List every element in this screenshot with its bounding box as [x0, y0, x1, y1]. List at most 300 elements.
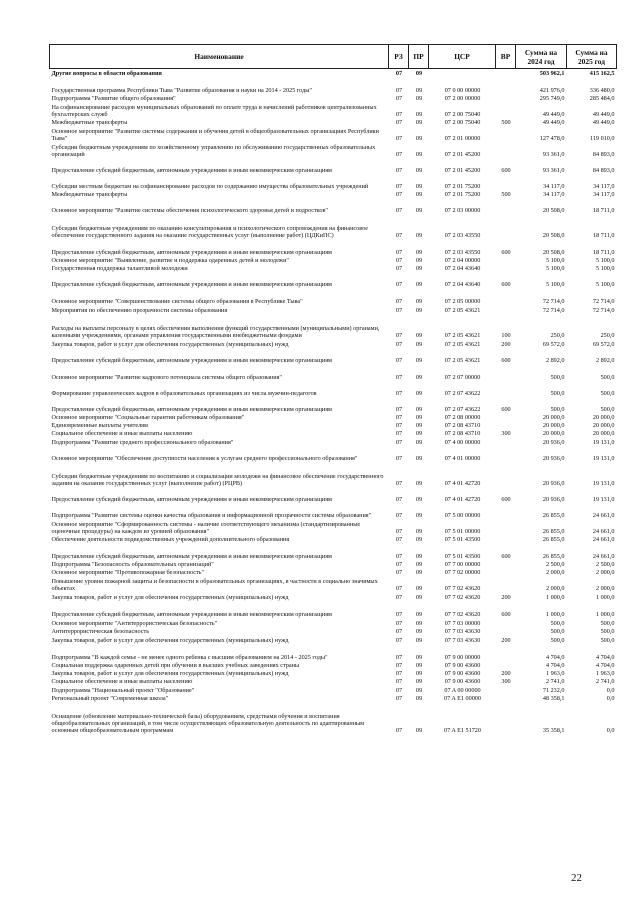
- row-vr: 300: [501, 429, 511, 437]
- row-pr: 09: [415, 69, 423, 77]
- row-rz: 07: [395, 661, 403, 669]
- row-pr: 09: [415, 694, 423, 702]
- row-sum-2024: 500,0: [550, 405, 565, 413]
- row-csr: 07 7 00 00000: [444, 560, 481, 568]
- row-name: Расходы на выплаты персоналу в целях обеспечения выполнения функций государственными (муниципальными) органами, казенными учреждениями, органами управления государственными внебюджетными фондами: [51, 324, 380, 339]
- row-csr: 07 4 01 00000: [444, 454, 481, 462]
- table-row: [50, 536, 617, 544]
- row-name: Субсидии бюджетным учреждениям по воспитанию и социализации молодежи на финансовое обеспечение государственного задания на оказание государственных услуг (выполнение работ) (РЦРВ): [51, 472, 384, 487]
- row-sum-2024: 2 741,0: [545, 677, 565, 685]
- row-sum-2025: 4 704,0: [595, 653, 615, 661]
- row-csr: 07 2 01 75200: [444, 190, 481, 198]
- row-sum-2025: 34 117,0: [593, 190, 615, 198]
- row-vr: [496, 365, 516, 382]
- row-name: Субсидии местным бюджетам на софинансирование расходов по содержанию имущества образовательных учреждений: [51, 182, 369, 190]
- row-sum-2024: 93 361,0: [542, 166, 565, 174]
- row-sum-2025: 20 000,0: [592, 413, 615, 421]
- row-name: Основное мероприятие "Выявление, развитие и поддержка одаренных детей и молодежи": [51, 256, 289, 264]
- row-rz: 07: [395, 535, 403, 543]
- row-rz: 07: [395, 429, 403, 437]
- row-sum-2024: 1 963,0: [545, 669, 565, 677]
- table-row: [50, 159, 617, 175]
- row-sum-2024: 26 855,0: [542, 552, 565, 560]
- row-csr: 07 2 01 00000: [444, 134, 481, 142]
- row-sum-2025: 4 704,0: [595, 661, 615, 669]
- row-sum-2025: 1 963,0: [595, 669, 615, 677]
- row-csr: 07 2 07 00000: [444, 373, 481, 381]
- row-csr: 07 2 01 75200: [444, 182, 481, 190]
- row-vr: 500: [501, 190, 511, 198]
- table-row: [50, 215, 617, 240]
- row-sum-2024: 48 358,1: [542, 694, 565, 702]
- row-csr: 07 7 03 43630: [444, 627, 481, 635]
- row-pr: 09: [415, 356, 423, 364]
- row-rz: 07: [395, 150, 403, 158]
- row-sum-2024: 34 117,0: [543, 190, 565, 198]
- row-name: Единовременные выплаты учителям: [51, 421, 148, 429]
- row-name: Основное мероприятие "Развитие системы обеспечения психологического здоровья детей и подростков": [51, 206, 328, 214]
- row-pr: 09: [415, 726, 423, 734]
- table-row: [50, 645, 617, 662]
- row-sum-2025: 2 500,0: [595, 560, 615, 568]
- row-sum-2025: 69 572,0: [592, 340, 615, 348]
- row-sum-2025: 500,0: [600, 405, 615, 413]
- row-sum-2024: 4 704,0: [545, 661, 565, 669]
- row-pr: 09: [415, 413, 423, 421]
- row-sum-2025: 285 484,0: [589, 94, 615, 102]
- row-name: Предоставление субсидий бюджетным, автономным учреждениям и иным некоммерческим организациям: [51, 552, 332, 560]
- table-row: [50, 95, 617, 103]
- row-name: Предоставление субсидий бюджетным, автономным учреждениям и иным некоммерческим организациям: [51, 495, 332, 503]
- row-name: Подпрограмма "Национальный проект "Образование": [51, 686, 195, 694]
- row-vr: [496, 306, 516, 315]
- row-name: Предоставление субсидий бюджетным, автономным учреждениям и иным некоммерческим организациям: [51, 248, 332, 256]
- row-vr: 200: [501, 593, 511, 601]
- row-csr: 07 2 08 43710: [444, 421, 481, 429]
- row-vr: [496, 382, 516, 398]
- row-name: Основное мероприятие "Развитие кадрового потенциала системы общего образования": [51, 373, 282, 381]
- row-csr: 07 7 03 00000: [444, 619, 481, 627]
- row-rz: 07: [395, 413, 403, 421]
- row-name: Подпрограмма "Безопасность образовательных организаций": [51, 560, 214, 568]
- row-rz: 07: [395, 373, 403, 381]
- table-row: [50, 78, 617, 95]
- row-name: Формирование управленческих кадров в образовательных организациях из числа мужчин-педагогов: [51, 389, 317, 397]
- row-sum-2024: 4 704,0: [545, 653, 565, 661]
- row-csr: 07 A 00 00000: [444, 686, 481, 694]
- table-row: [50, 488, 617, 504]
- row-sum-2024: 71 232,0: [542, 686, 565, 694]
- row-pr: 09: [415, 166, 423, 174]
- row-sum-2025: 2 892,0: [595, 356, 615, 364]
- row-rz: 07: [395, 627, 403, 635]
- row-sum-2025: 34 117,0: [593, 182, 615, 190]
- row-pr: 09: [415, 527, 423, 535]
- row-pr: 09: [415, 306, 423, 314]
- row-name: Социальная поддержка одаренных детей при обучении в высших учебных заведениях страны: [51, 661, 300, 669]
- row-vr: [496, 686, 516, 695]
- row-sum-2024: 2 000,0: [545, 568, 565, 576]
- row-sum-2025: 500,0: [600, 373, 615, 381]
- table-row: [50, 265, 617, 273]
- row-rz: 07: [395, 110, 403, 118]
- row-vr: 600: [501, 405, 511, 413]
- table-row: [50, 191, 617, 199]
- row-name: Предоставление субсидий бюджетным, автономным учреждениям и иным некоммерческим организациям: [51, 166, 332, 174]
- row-sum-2024: 250,0: [550, 331, 565, 339]
- row-csr: 07 2 07 43622: [444, 405, 481, 413]
- row-sum-2024: 500,0: [550, 619, 565, 627]
- table-row: [50, 504, 617, 520]
- row-pr: 09: [415, 429, 423, 437]
- row-pr: 09: [415, 568, 423, 576]
- row-name: Субсидии бюджетным учреждениям по хозяйственному управлению по обслуживанию государственных образовательных организаций: [51, 143, 376, 158]
- table-row: [50, 414, 617, 422]
- row-sum-2024: 503 962,1: [539, 69, 565, 77]
- table-row: [50, 119, 617, 127]
- table-row: [50, 695, 617, 703]
- row-name: Предоставление субсидий бюджетным, автономным учреждениям и иным некоммерческим организациям: [51, 356, 332, 364]
- table-row: [50, 662, 617, 670]
- table-row: [50, 593, 617, 602]
- row-sum-2024: 5 100,0: [545, 264, 565, 272]
- row-csr: 07 2 00 00000: [444, 94, 481, 102]
- row-sum-2025: 250,0: [600, 331, 615, 339]
- row-sum-2025: 19 131,0: [592, 479, 615, 487]
- row-vr: 500: [501, 118, 511, 126]
- row-vr: 200: [501, 669, 511, 677]
- row-csr: 07 7 02 00000: [444, 568, 481, 576]
- row-vr: [496, 414, 516, 422]
- row-pr: 09: [415, 150, 423, 158]
- row-sum-2025: 119 010,0: [589, 134, 615, 142]
- row-pr: 09: [415, 86, 423, 94]
- row-csr: 07 9 00 00000: [444, 653, 481, 661]
- row-csr: 07 7 02 43620: [444, 593, 481, 601]
- row-vr: [496, 438, 516, 447]
- table-row: [50, 577, 617, 593]
- row-rz: 07: [395, 280, 403, 288]
- row-pr: 09: [415, 686, 423, 694]
- row-sum-2024: 1 000,0: [545, 610, 565, 618]
- row-pr: 09: [415, 421, 423, 429]
- row-pr: 09: [415, 373, 423, 381]
- row-pr: 09: [415, 248, 423, 256]
- row-vr: [496, 561, 516, 569]
- row-sum-2025: 500,0: [600, 389, 615, 397]
- row-pr: 09: [415, 619, 423, 627]
- row-name: Социальное обеспечение и иные выплаты населению: [51, 429, 193, 437]
- row-csr: 07 2 04 43640: [444, 264, 481, 272]
- row-pr: 09: [415, 653, 423, 661]
- row-vr: [496, 199, 516, 215]
- row-pr: 09: [415, 661, 423, 669]
- header-rz: РЗ: [389, 45, 409, 69]
- row-rz: 07: [395, 495, 403, 503]
- row-pr: 09: [415, 552, 423, 560]
- row-pr: 09: [415, 438, 423, 446]
- row-pr: 09: [415, 340, 423, 348]
- row-sum-2025: 1 000,0: [595, 610, 615, 618]
- header-vr: ВР: [496, 45, 516, 69]
- row-name: Государственная поддержка талантливой молодежи: [51, 264, 188, 272]
- row-name: Основное мероприятие "Противопожарная безопасность": [51, 568, 204, 576]
- row-pr: 09: [415, 206, 423, 214]
- row-pr: 09: [415, 182, 423, 190]
- row-csr: 07 2 05 43621: [444, 340, 481, 348]
- row-csr: 07 9 00 43600: [444, 669, 481, 677]
- row-name: Мероприятия по обеспечению прозрачности системы образования: [51, 306, 228, 314]
- row-vr: [496, 520, 516, 536]
- table-row: [50, 143, 617, 159]
- row-sum-2024: 20 936,0: [542, 495, 565, 503]
- row-rz: 07: [395, 552, 403, 560]
- row-sum-2024: 20 000,0: [542, 413, 565, 421]
- row-sum-2024: 295 749,0: [539, 94, 565, 102]
- row-csr: 07 0 00 00000: [444, 86, 481, 94]
- row-csr: 07 2 04 00000: [444, 256, 481, 264]
- row-vr: [496, 645, 516, 662]
- row-sum-2025: 24 661,0: [592, 527, 615, 535]
- row-vr: [496, 447, 516, 463]
- row-rz: 07: [395, 619, 403, 627]
- row-pr: 09: [415, 190, 423, 198]
- row-pr: 09: [415, 669, 423, 677]
- header-sum-2024: Сумма на 2024 год: [516, 45, 567, 69]
- row-vr: 200: [501, 636, 511, 644]
- table-row: [50, 636, 617, 645]
- row-rz: 07: [395, 726, 403, 734]
- table-row: [50, 349, 617, 365]
- row-rz: 07: [395, 694, 403, 702]
- row-rz: 07: [395, 231, 403, 239]
- row-rz: 07: [395, 331, 403, 339]
- row-csr: 07 2 05 43621: [444, 356, 481, 364]
- table-row: [50, 520, 617, 536]
- row-vr: [496, 78, 516, 95]
- row-name: Обеспечение деятельности подведомственных учреждений дополнительного образования: [51, 535, 290, 543]
- row-rz: 07: [395, 438, 403, 446]
- row-name: Основное мероприятие "Социальные гарантии работникам образования": [51, 413, 245, 421]
- row-vr: [496, 95, 516, 103]
- row-vr: 600: [501, 356, 511, 364]
- row-sum-2025: 2 000,0: [595, 584, 615, 592]
- row-rz: 07: [395, 206, 403, 214]
- row-csr: 07 4 01 42720: [444, 479, 481, 487]
- row-sum-2025: 500,0: [600, 627, 615, 635]
- row-name: Закупка товаров, работ и услуг для обеспечения государственных (муниципальных) нужд: [51, 636, 289, 644]
- row-sum-2024: 2 892,0: [545, 356, 565, 364]
- row-sum-2024: 20 508,0: [542, 231, 565, 239]
- row-sum-2025: 18 711,0: [593, 231, 615, 239]
- row-rz: 07: [395, 568, 403, 576]
- row-rz: 07: [395, 511, 403, 519]
- row-sum-2024: 500,0: [550, 627, 565, 635]
- row-sum-2024: 72 714,0: [542, 297, 565, 305]
- row-sum-2025: 49 449,0: [592, 118, 615, 126]
- row-rz: 07: [395, 527, 403, 535]
- row-rz: 07: [395, 405, 403, 413]
- row-sum-2025: 18 711,0: [593, 206, 615, 214]
- row-sum-2024: 20 000,0: [542, 421, 565, 429]
- row-pr: 09: [415, 511, 423, 519]
- row-vr: [496, 504, 516, 520]
- row-vr: [496, 69, 516, 78]
- row-rz: 07: [395, 593, 403, 601]
- row-sum-2025: 49 449,0: [592, 110, 615, 118]
- row-sum-2024: 26 855,0: [542, 535, 565, 543]
- row-csr: 07 2 03 43550: [444, 248, 481, 256]
- table-row: [50, 447, 617, 463]
- row-sum-2024: 5 100,0: [545, 256, 565, 264]
- row-vr: [496, 577, 516, 593]
- row-sum-2024: 500,0: [550, 373, 565, 381]
- row-rz: 07: [395, 686, 403, 694]
- row-sum-2024: 35 358,1: [542, 726, 565, 734]
- table-row: [50, 365, 617, 382]
- table-row: [50, 430, 617, 438]
- row-rz: 07: [395, 454, 403, 462]
- row-name: Основное мероприятие "Антитеррористическая безопасность": [51, 619, 218, 627]
- row-name: Государственная программа Республики Тыва "Развитие образования и науки на 2014 - 2025 годы": [51, 86, 312, 94]
- row-rz: 07: [395, 340, 403, 348]
- row-sum-2025: 20 000,0: [592, 429, 615, 437]
- table-row: [50, 628, 617, 636]
- row-pr: 09: [415, 256, 423, 264]
- row-csr: 07 2 05 00000: [444, 297, 481, 305]
- row-name: Закупка товаров, работ и услуг для обеспечения государственных (муниципальных) нужд: [51, 593, 289, 601]
- row-csr: 07 2 03 00000: [444, 206, 481, 214]
- row-sum-2024: 20 508,0: [542, 248, 565, 256]
- row-sum-2024: 127 478,0: [539, 134, 565, 142]
- row-rz: 07: [395, 669, 403, 677]
- row-name: На софинансирование расходов муниципальных образований по оплате труда и начислений работников централизованных бухгалтерских служб: [51, 103, 377, 118]
- row-rz: 07: [395, 248, 403, 256]
- row-csr: 07 5 01 43500: [444, 535, 481, 543]
- table-row: [50, 602, 617, 619]
- row-sum-2025: 19 131,0: [592, 454, 615, 462]
- table-row: [50, 69, 617, 78]
- row-rz: 07: [395, 264, 403, 272]
- table-row: [50, 422, 617, 430]
- row-pr: 09: [415, 297, 423, 305]
- row-csr: 07 2 00 75040: [444, 110, 481, 118]
- table-row: [50, 382, 617, 398]
- table-row: [50, 686, 617, 695]
- row-sum-2025: 0,0: [606, 686, 615, 694]
- row-vr: [496, 103, 516, 119]
- row-sum-2025: 5 100,0: [595, 256, 615, 264]
- row-vr: [496, 628, 516, 636]
- row-name: Межбюджетные трансферты: [51, 190, 128, 198]
- row-sum-2025: 500,0: [600, 636, 615, 644]
- row-vr: [496, 422, 516, 430]
- row-csr: 07 2 08 00000: [444, 413, 481, 421]
- row-sum-2024: 20 936,0: [542, 454, 565, 462]
- row-rz: 07: [395, 356, 403, 364]
- row-csr: 07 2 01 45200: [444, 150, 481, 158]
- row-name: Закупка товаров, работ и услуг для обеспечения государственных (муниципальных) нужд: [51, 669, 289, 677]
- row-sum-2025: 72 714,0: [592, 306, 615, 314]
- row-name: Региональный проект "Современная школа": [51, 694, 169, 702]
- table-row: [50, 103, 617, 119]
- row-rz: 07: [395, 134, 403, 142]
- row-pr: 09: [415, 610, 423, 618]
- row-sum-2024: 5 100,0: [545, 280, 565, 288]
- row-name: Межбюджетные трансферты: [51, 118, 128, 126]
- row-vr: 300: [501, 677, 511, 685]
- table-row: [50, 199, 617, 215]
- row-sum-2024: 1 000,0: [545, 593, 565, 601]
- row-vr: [496, 257, 516, 265]
- row-sum-2025: 2 741,0: [595, 677, 615, 685]
- row-sum-2025: 0,0: [606, 726, 615, 734]
- row-sum-2025: 72 714,0: [592, 297, 615, 305]
- table-row: [50, 438, 617, 447]
- row-rz: 07: [395, 584, 403, 592]
- row-name: Основное мероприятие "Обеспечение доступности населения к услугам среднего профессионального образования": [51, 454, 358, 462]
- row-sum-2025: 24 661,0: [592, 511, 615, 519]
- row-csr: 07 2 07 43622: [444, 389, 481, 397]
- row-csr: 07 7 02 43620: [444, 610, 481, 618]
- row-csr: 07 5 01 00000: [444, 527, 481, 535]
- table-row: [50, 127, 617, 143]
- table-row: [50, 619, 617, 628]
- row-pr: 09: [415, 584, 423, 592]
- row-vr: 600: [501, 552, 511, 560]
- row-sum-2024: 20 936,0: [542, 438, 565, 446]
- row-rz: 07: [395, 190, 403, 198]
- table-row: [50, 315, 617, 340]
- table-row: [50, 398, 617, 414]
- table-row: [50, 306, 617, 315]
- row-sum-2025: 0,0: [606, 694, 615, 702]
- table-row: [50, 544, 617, 561]
- row-vr: [496, 619, 516, 628]
- table-row: [50, 273, 617, 289]
- table-body: [50, 69, 617, 735]
- row-vr: 600: [501, 280, 511, 288]
- page-number: 22: [571, 872, 582, 884]
- row-name: Подпрограмма "В каждой семье - не менее одного ребенка с высшим образованием на 2014 - 2025 годы": [51, 653, 328, 661]
- header-pr: ПР: [409, 45, 429, 69]
- row-name: Основное мероприятие "Развитие системы содержания и обучения детей в общеобразовательных организациях Республики Тыва": [51, 127, 379, 142]
- row-rz: 07: [395, 610, 403, 618]
- table-row: [50, 175, 617, 191]
- row-sum-2024: 34 117,0: [543, 182, 565, 190]
- row-rz: 07: [395, 94, 403, 102]
- row-sum-2025: 19 131,0: [592, 438, 615, 446]
- row-vr: [496, 695, 516, 703]
- row-rz: 07: [395, 560, 403, 568]
- row-pr: 09: [415, 677, 423, 685]
- row-csr: 07 2 01 45200: [444, 166, 481, 174]
- table-row: [50, 340, 617, 349]
- row-sum-2025: 500,0: [600, 619, 615, 627]
- row-sum-2025: 1 000,0: [595, 593, 615, 601]
- row-sum-2025: 84 893,0: [592, 166, 615, 174]
- row-csr: 07 9 00 43600: [444, 661, 481, 669]
- row-sum-2024: 421 976,0: [539, 86, 565, 94]
- row-csr: 07 A E1 51720: [444, 726, 481, 734]
- row-sum-2025: 5 100,0: [595, 280, 615, 288]
- row-vr: [496, 175, 516, 191]
- row-sum-2024: 20 000,0: [542, 429, 565, 437]
- row-name: Предоставление субсидий бюджетным, автономным учреждениям и иным некоммерческим организациям: [51, 610, 332, 618]
- row-sum-2024: 2 000,0: [545, 584, 565, 592]
- row-csr: 07 A E1 00000: [444, 694, 481, 702]
- row-vr: [496, 703, 516, 735]
